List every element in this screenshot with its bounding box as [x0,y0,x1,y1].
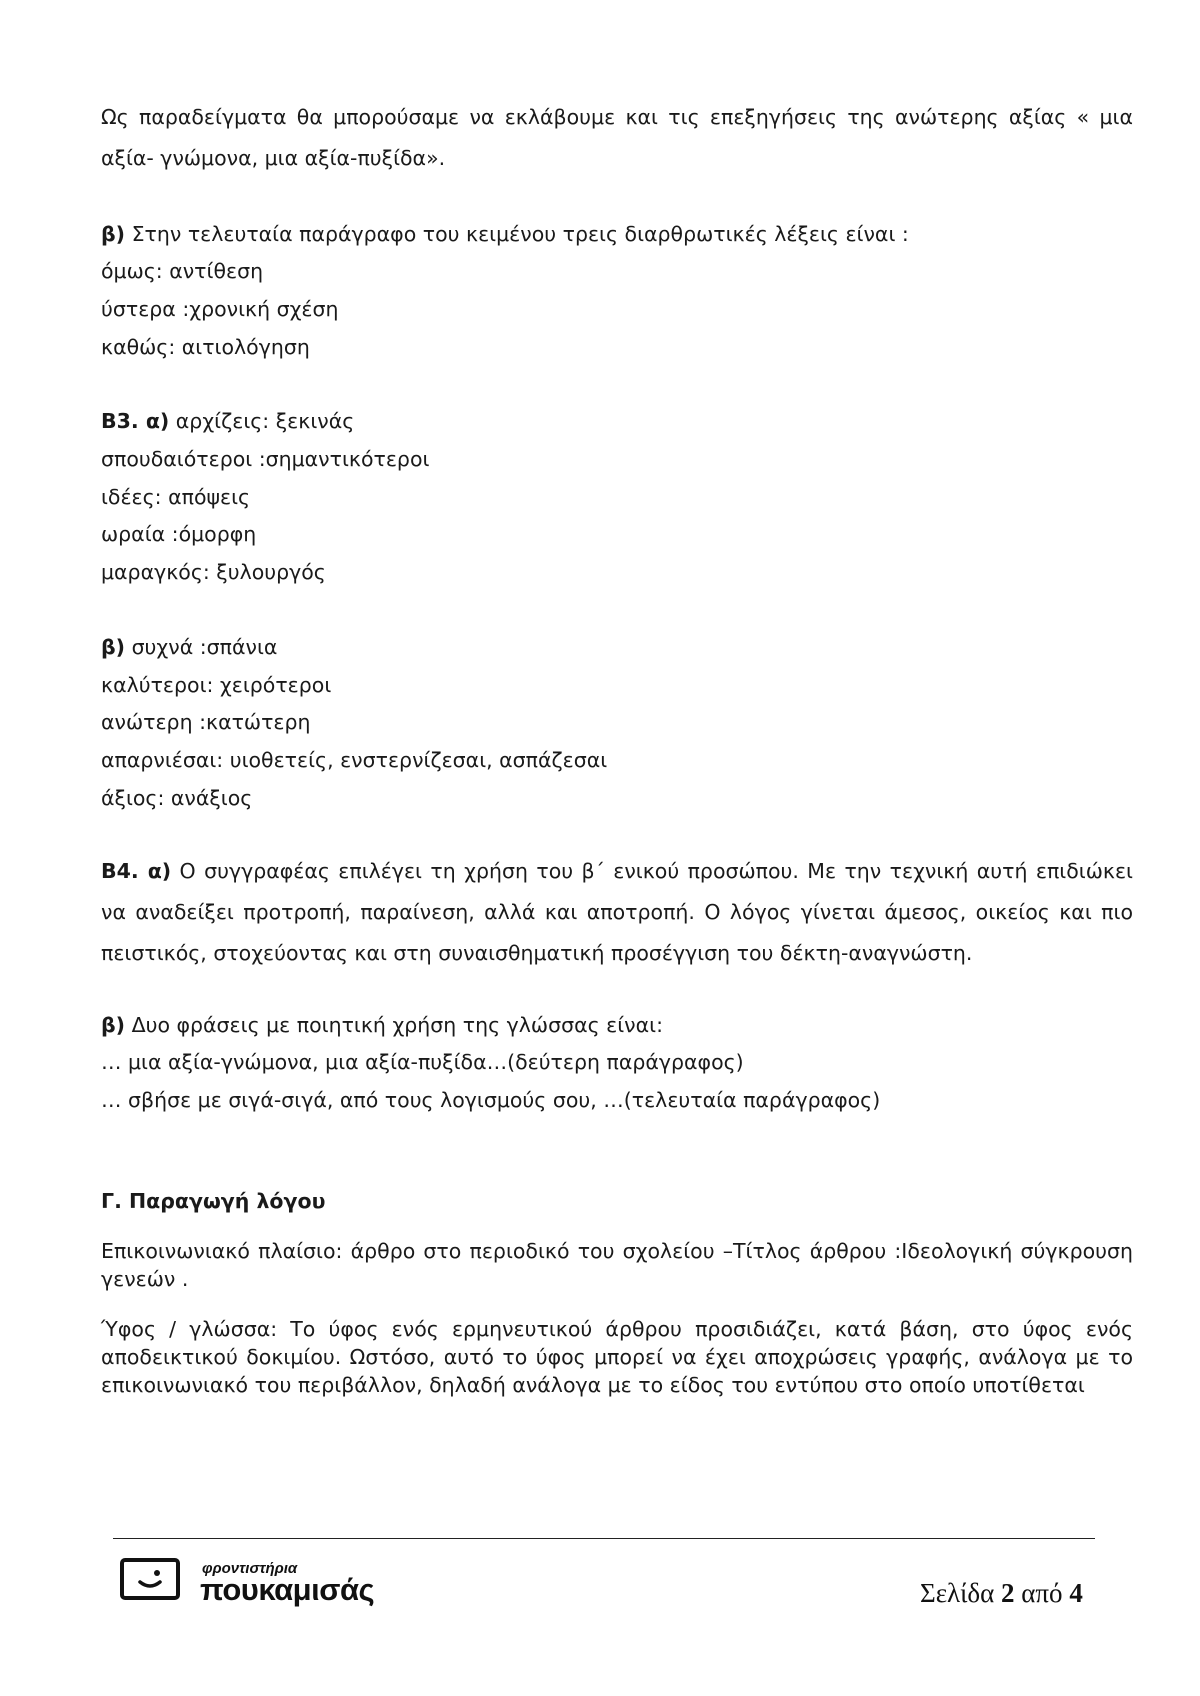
b3b-item: άξιος: ανάξιος [101,786,253,810]
b4b-label: β) [101,1013,126,1037]
b3b-line [101,634,277,660]
section-g-style: Ύφος / γλώσσα: Το ύφος ενός ερμηνευτικού άρθρου προσιδιάζει, κατά βάση, στο ύφος ενός αποδεικτικού δοκιμίου. Ωστόσο, αυτό το ύφος μπορεί να έχει αποχρώσεις γραφής, ανάλογα με το επικοινωνιακό του περιβάλλον, δηλαδή ανάλογα με το είδος του εντύπου στο οποίο υποτίθεται [101,1317,1133,1397]
b3a-line [101,408,354,434]
b3b-item: απαρνιέσαι: υιοθετείς, ενστερνίζεσαι, ασπάζεσαι [101,748,608,772]
b4b-line [101,1012,663,1038]
b2b-line [101,221,909,247]
b4b-item: … σβήσε με σιγά-σιγά, από τους λογισμούς σου, …(τελευταία παράγραφος) [101,1088,881,1112]
b3a-item: ιδέες: απόψεις [101,485,251,509]
b4a-paragraph [101,851,1133,974]
logo-smiley-icon [120,1558,180,1600]
b4b-text: Δυο φράσεις με ποιητική χρήση της γλώσσας είναι: [125,1013,663,1037]
page-current: 2 [1001,1578,1015,1608]
b3a-text: αρχίζεις: ξεκινάς [169,409,355,433]
intro-paragraph: Ως παραδείγματα θα μπορούσαμε να εκλάβουμε και τις επεξηγήσεις της ανώτερης αξίας « μια αξία- γνώμονα, μια αξία-πυξίδα». [101,105,1133,170]
b3a-item: ωραία :όμορφη [101,522,257,546]
section-g-context: Επικοινωνιακό πλαίσιο: άρθρο στο περιοδικό του σχολείου –Τίτλος άρθρου :Ιδεολογική σύγκρουση γενεών . [101,1239,1133,1291]
logo-wordmark: πουκαμισάς [200,1572,375,1607]
b2b-label: β) [101,222,126,246]
b4b-item: … μια αξία-γνώμονα, μια αξία-πυξίδα…(δεύτερη παράγραφος) [101,1050,744,1074]
b2b-item: ύστερα :χρονική σχέση [101,297,339,321]
b3a-label: Β3. α) [101,409,170,433]
b3b-label: β) [101,635,126,659]
b3b-text: συχνά :σπάνια [125,635,278,659]
b3a-item: μαραγκός: ξυλουργός [101,560,326,584]
b2b-item: όμως: αντίθεση [101,259,264,283]
page-middle: από [1014,1578,1070,1608]
b2b-item: καθώς: αιτιολόγηση [101,335,310,359]
page-prefix: Σελίδα [920,1578,1002,1608]
b4a-text: Ο συγγραφέας επιλέγει τη χρήση του β΄ ενικού προσώπου. Με την τεχνική αυτή επιδιώκει να αναδείξει προτροπή, παραίνεση, αλλά και αποτροπή. Ο λόγος γίνεται άμεσος, οικείος και πιο πειστικός, στοχεύοντας και στη συναισθηματική προσέγγιση του δέκτη-αναγνώστη. [101,859,1133,965]
page-total: 4 [1069,1578,1083,1608]
section-g-heading: Γ. Παραγωγή λόγου [101,1189,326,1213]
b3b-item: καλύτεροι: χειρότεροι [101,673,332,697]
page-number [920,1578,1083,1609]
b3b-item: ανώτερη :κατώτερη [101,710,311,734]
footer-divider [113,1538,1095,1539]
b4a-label: Β4. α) [101,859,172,883]
logo-tagline: φροντιστήρια [202,1560,298,1577]
b2b-text: Στην τελευταία παράγραφο του κειμένου τρεις διαρθρωτικές λέξεις είναι : [125,222,909,246]
b3a-item: σπουδαιότεροι :σημαντικότεροι [101,447,430,471]
company-logo [120,1558,420,1607]
